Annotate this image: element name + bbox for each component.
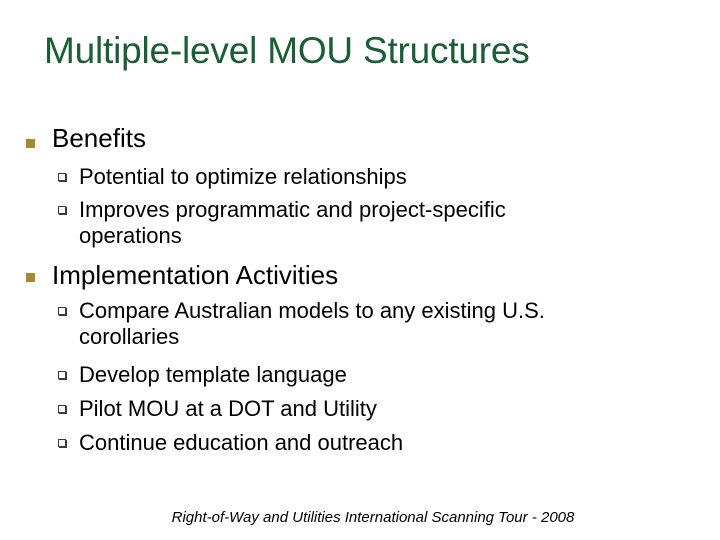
checkbox-bullet-icon: [58, 307, 66, 315]
list-item-text: Continue education and outreach: [79, 430, 404, 455]
checkbox-bullet-icon: [58, 439, 66, 447]
square-bullet-icon: [26, 139, 35, 148]
list-item-text: Develop template language: [79, 362, 347, 387]
list-item-text: Pilot MOU at a DOT and Utility: [79, 396, 377, 421]
slide-footer: Right-of-Way and Utilities International Scanning Tour - 2008: [171, 509, 575, 526]
list-item-text: Improves programmatic and project-specific operations: [79, 197, 506, 248]
checkbox-bullet-icon: [58, 371, 66, 379]
checkbox-bullet-icon: [58, 173, 66, 181]
checkbox-bullet-icon: [58, 405, 66, 413]
square-bullet-icon: [26, 273, 35, 282]
list-item-text: Compare Australian models to any existing U.S. corollaries: [79, 298, 545, 349]
section-heading: Benefits: [52, 123, 146, 153]
checkbox-bullet-icon: [58, 206, 66, 214]
slide-title: Multiple-level MOU Structures: [44, 30, 530, 71]
section-heading: Implementation Activities: [52, 260, 339, 290]
list-item-text: Potential to optimize relationships: [79, 164, 407, 189]
